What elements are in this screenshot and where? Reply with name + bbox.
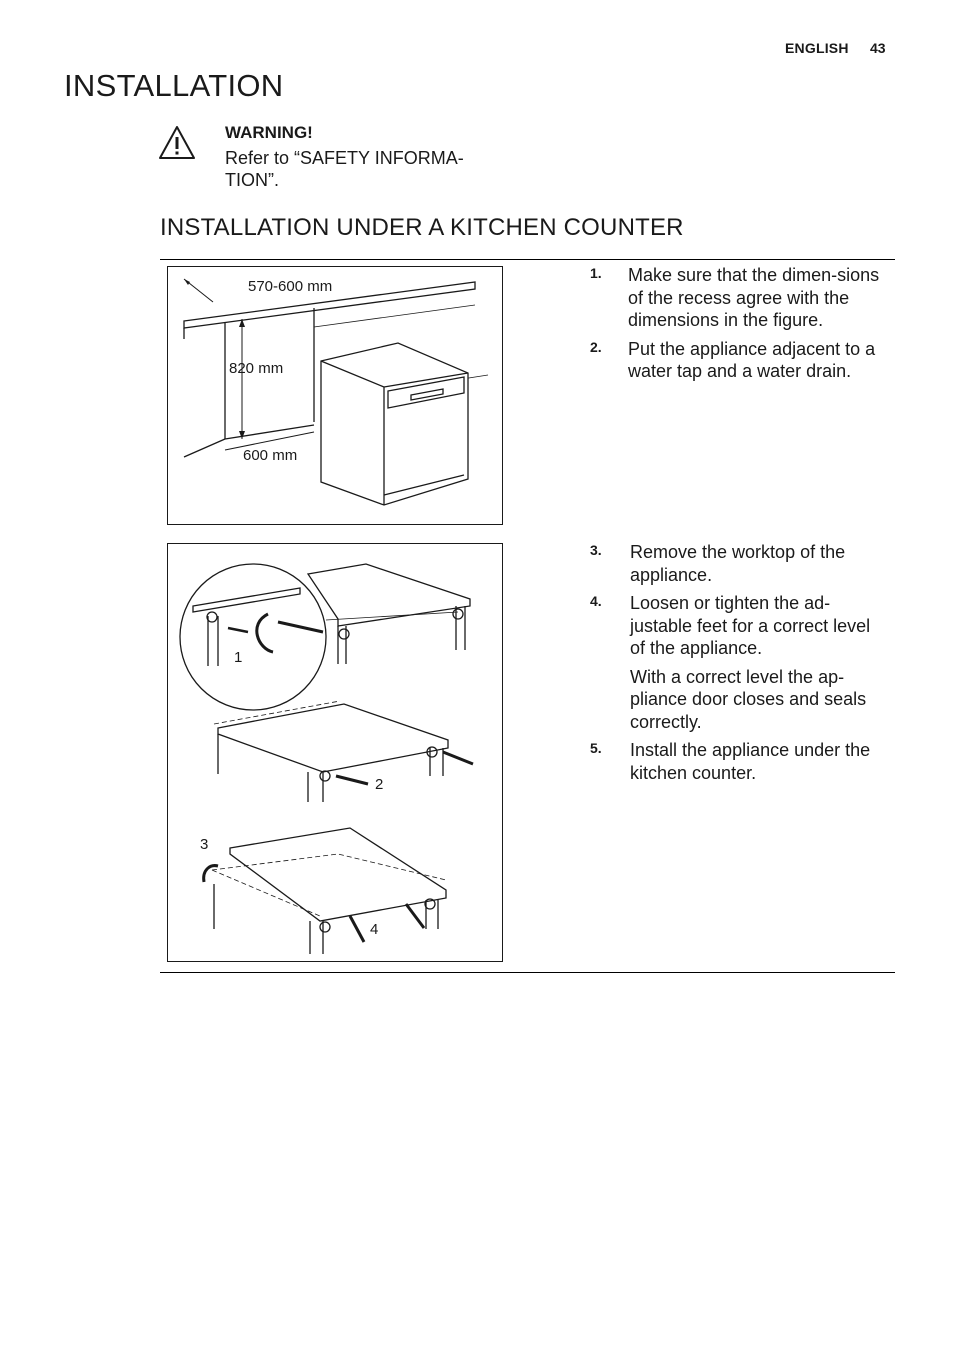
warning-triangle-icon: [158, 124, 196, 162]
step-label-4: 4: [370, 921, 379, 938]
step-label-3: 3: [200, 836, 209, 853]
step-note: With a correct level the ap-pliance door closes and seals correctly.: [630, 666, 867, 732]
list-item: [590, 739, 880, 784]
list-item: [590, 541, 880, 586]
worktop-feet-figure: [167, 543, 503, 962]
list-item: [590, 264, 880, 332]
step-text: Install the appliance under the kitchen counter.: [630, 740, 871, 783]
worktop-feet-drawing: [168, 544, 502, 961]
step-number: 4.: [590, 593, 602, 609]
step-text: Remove the worktop of the appliance.: [630, 542, 846, 585]
steps-group-2: [590, 541, 880, 790]
step-label-2: 2: [375, 776, 384, 793]
depth-dimension-label: 600 mm: [243, 447, 298, 464]
step-label-1: 1: [234, 649, 243, 666]
height-dimension-label: 820 mm: [229, 360, 284, 377]
step-text: Loosen or tighten the ad-justable feet for a correct level of the appliance.: [630, 593, 871, 658]
header-language: ENGLISH: [785, 40, 849, 56]
section-top-rule: [160, 259, 895, 260]
step-text: Make sure that the dimen-sions of the recess agree with the dimensions in the figure.: [628, 265, 880, 330]
section-bottom-rule: [160, 972, 895, 973]
step-number: 1.: [590, 265, 602, 281]
width-dimension-label: 570-600 mm: [248, 278, 333, 295]
list-item: [590, 338, 880, 383]
section-title: INSTALLATION UNDER A KITCHEN COUNTER: [160, 214, 684, 241]
page-title: INSTALLATION: [64, 68, 284, 103]
page-number: 43: [870, 40, 886, 56]
recess-dimensions-figure: [167, 266, 503, 525]
warning-text: Refer to “SAFETY INFORMA-TION”.: [225, 148, 464, 190]
step-number: 3.: [590, 542, 602, 558]
step-number: 2.: [590, 338, 602, 355]
warning-title: WARNING!: [225, 123, 313, 142]
steps-group-1: [590, 264, 880, 389]
step-number: 5.: [590, 740, 602, 756]
step-text: Put the appliance adjacent to a water tap and a water drain.: [628, 338, 876, 381]
recess-dimensions-drawing: [168, 267, 502, 524]
list-item: [590, 592, 880, 660]
